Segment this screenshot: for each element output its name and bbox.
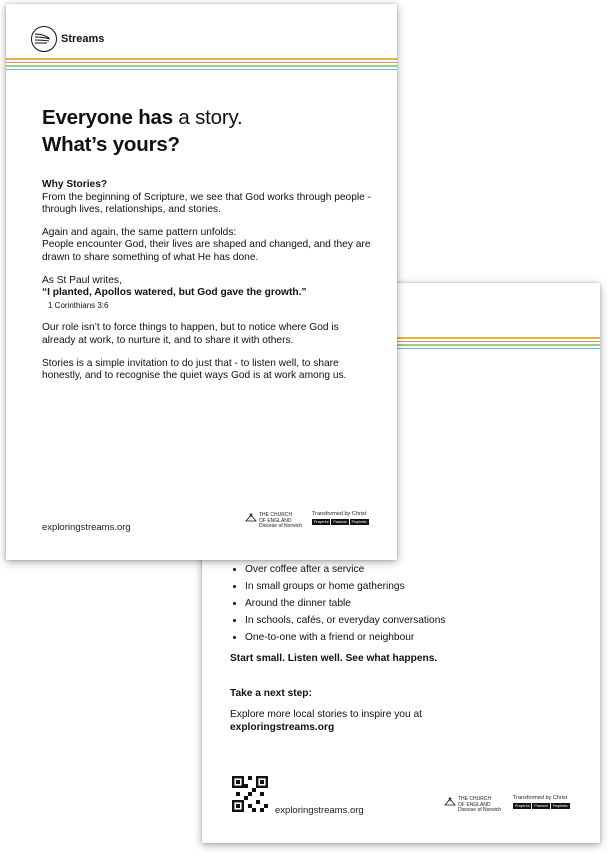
next-step-heading: Take a next step:: [230, 688, 312, 699]
qr-code[interactable]: [232, 776, 268, 812]
scripture-reference: 1 Corinthians 3:6: [48, 300, 109, 310]
tbc-tag: Pastoral: [534, 804, 548, 808]
coe-line-3: Diocese of Norwich: [259, 523, 303, 529]
coe-line-1: THE CHURCH: [458, 796, 492, 802]
tbc-tag: Prayerful: [515, 804, 530, 808]
list-item: • Around the dinner table: [245, 598, 590, 611]
scripture-quote: “I planted, Apollos watered, but God gave the growth.”: [42, 287, 307, 299]
streams-logo-icon: [31, 26, 57, 52]
footer-website[interactable]: exploringstreams.org: [275, 805, 364, 816]
headline-bold: Everyone has: [42, 106, 173, 129]
coe-line-2: OF ENGLAND: [259, 517, 292, 524]
headline-line-2: What’s yours?: [42, 133, 180, 156]
role-text: Our role isn’t to force things to happen, but to notice where God is already at work, to nurture it, and to share it with others.: [42, 322, 339, 346]
coe-line-2: OF ENGLAND: [458, 801, 491, 808]
list-item: • In small groups or home gatherings: [245, 581, 590, 594]
settings-list: [230, 564, 590, 649]
coe-line-1: THE CHURCH: [259, 512, 293, 518]
pattern-text: People encounter God, their lives are shaped and changed, and they are drawn to share something of what He has done.: [42, 239, 371, 263]
headline: [42, 104, 243, 158]
color-stripes: [6, 58, 397, 72]
paul-intro: As St Paul writes,: [42, 274, 122, 286]
why-text: From the beginning of Scripture, we see that God works through people - through lives, relationships, and stories.: [42, 191, 372, 216]
transformed-by-christ-logo: [312, 511, 369, 525]
list-item: • One-to-one with a friend or neighbour: [245, 632, 590, 645]
list-item: • In schools, cafés, or everyday conversations: [245, 615, 590, 628]
streams-logo: [31, 26, 104, 52]
tbc-tag: Prophetic: [552, 804, 568, 808]
tbc-tag: Prophetic: [351, 520, 367, 524]
pattern-intro: Again and again, the same pattern unfolds:: [42, 226, 237, 238]
next-step-link[interactable]: exploringstreams.org: [230, 722, 335, 733]
headline-light: a story.: [172, 106, 243, 129]
front-body: [42, 179, 372, 393]
brand-name: Streams: [61, 33, 105, 45]
front-page: [6, 4, 397, 560]
church-of-england-logo: [444, 797, 501, 814]
church-of-england-logo: [245, 513, 302, 530]
tbc-tag: Prayerful: [314, 520, 329, 524]
invitation-text: Stories is a simple invitation to do just that - to listen well, to share honestly, and to recognise the quiet ways God is at work among us.: [42, 357, 347, 382]
church-emblem-icon: [245, 513, 257, 523]
tbc-title: Transformed by Christ: [513, 795, 568, 801]
footer-website[interactable]: exploringstreams.org: [42, 522, 131, 533]
tbc-tag: Pastoral: [333, 520, 347, 524]
why-heading: Why Stories?: [42, 179, 108, 190]
church-emblem-icon: [444, 797, 456, 807]
transformed-by-christ-logo: [513, 795, 570, 809]
tbc-title: Transformed by Christ: [312, 511, 367, 517]
start-small-text: Start small. Listen well. See what happens.: [230, 653, 438, 664]
next-step-text: Explore more local stories to inspire you at: [230, 709, 422, 720]
list-item: • Over coffee after a service: [245, 564, 590, 577]
coe-line-3: Diocese of Norwich: [458, 807, 502, 813]
